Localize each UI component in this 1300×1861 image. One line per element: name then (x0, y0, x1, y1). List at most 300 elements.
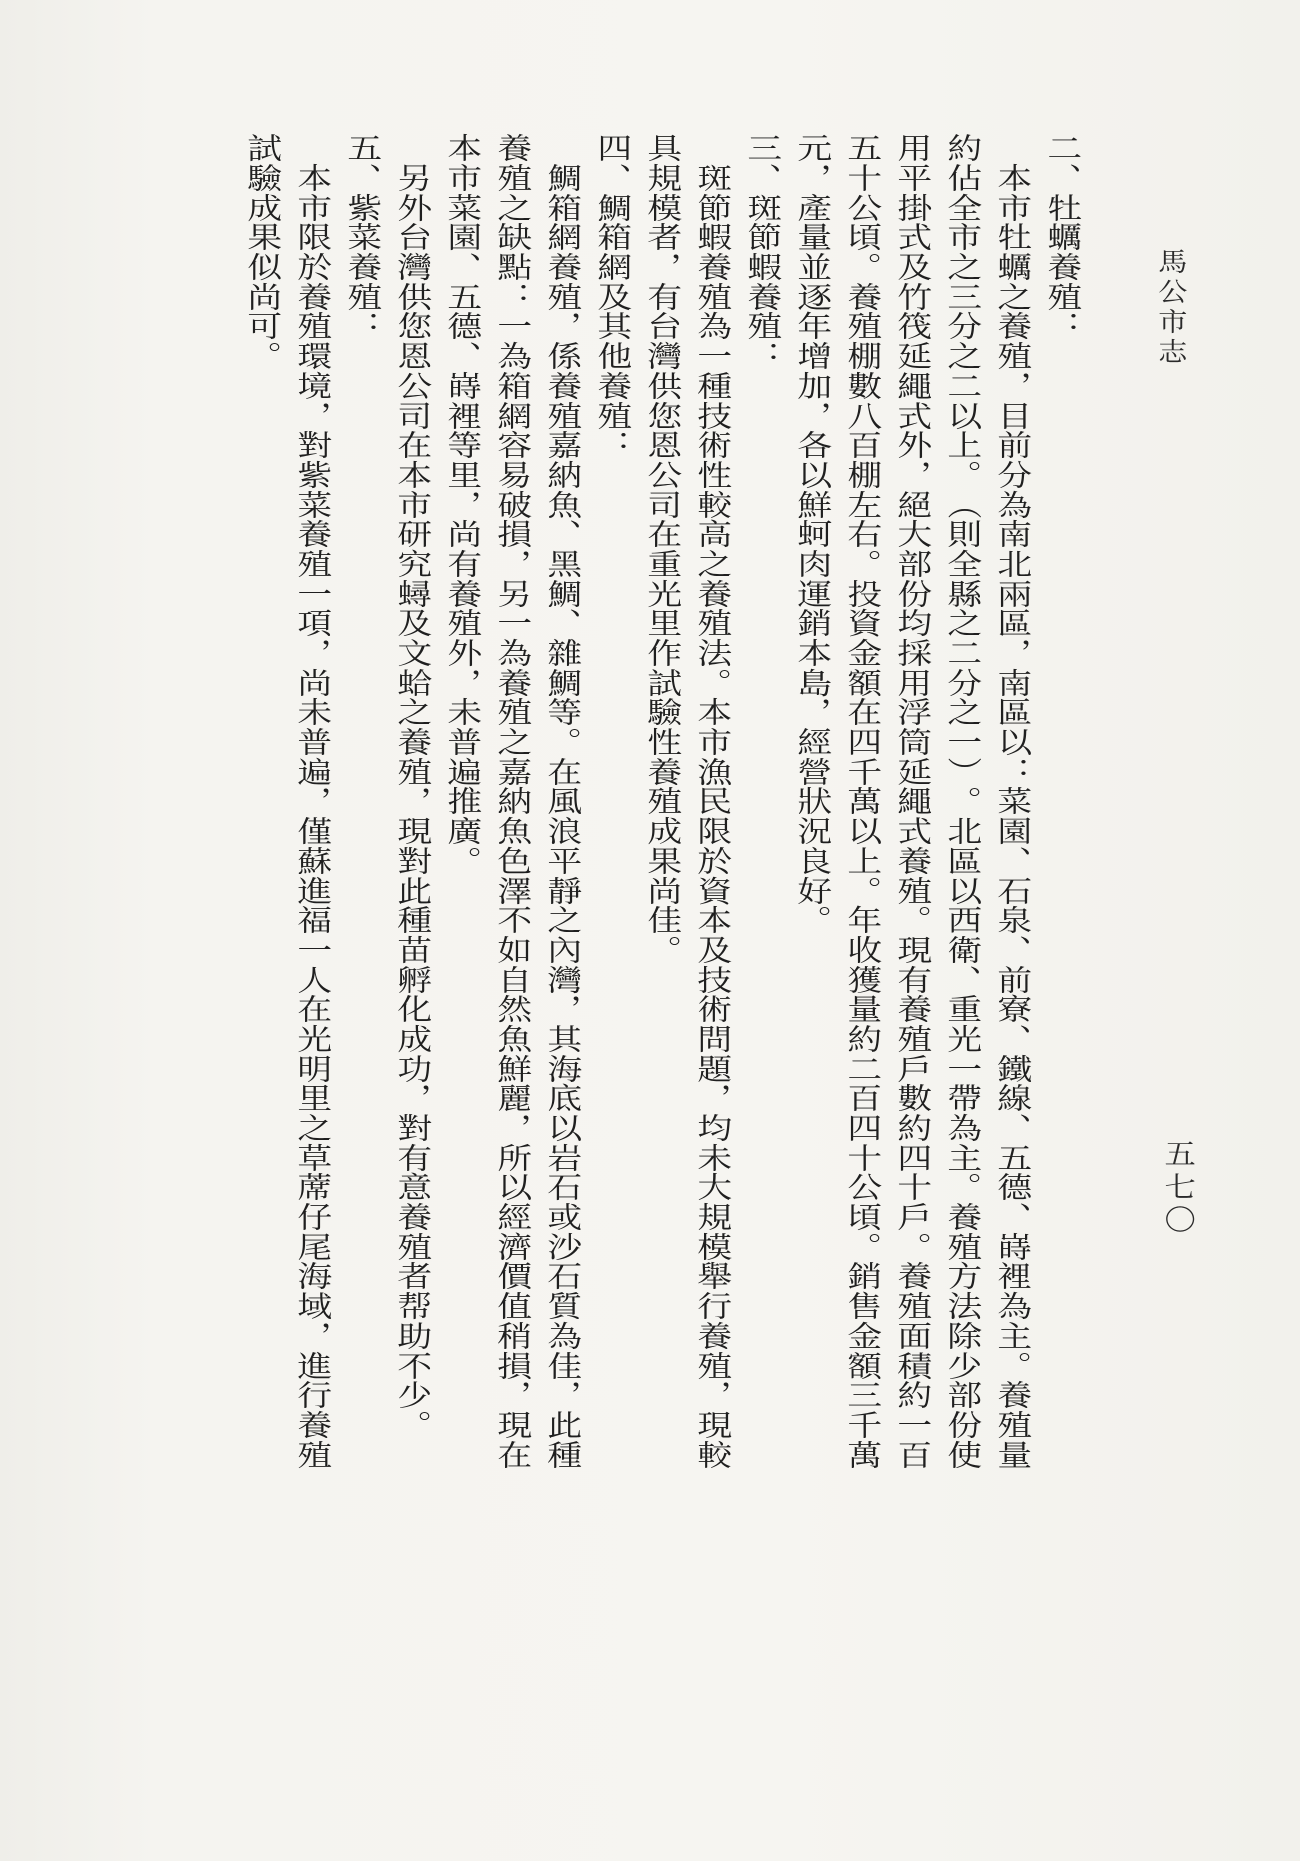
character-cell: 損 (492, 1350, 534, 1380)
character-cell: 年 (842, 905, 884, 935)
character-cell: 區 (992, 608, 1034, 638)
character-cell: 蓆 (292, 1172, 334, 1202)
character-cell: ， (692, 1083, 734, 1113)
character-cell: 。 (942, 459, 984, 489)
character-cell: 以 (492, 1172, 534, 1202)
character-cell: 未 (692, 1142, 734, 1172)
character-cell: 市 (1153, 308, 1187, 334)
character-cell: 竹 (892, 281, 934, 311)
character-cell: 孵 (392, 964, 434, 994)
character-cell: 殖 (692, 281, 734, 311)
character-cell: 各 (792, 430, 834, 460)
character-cell: 現 (492, 1409, 534, 1439)
character-cell: 灣 (392, 252, 434, 282)
character-cell: 紫 (342, 192, 384, 222)
character-cell: 推 (442, 786, 484, 816)
character-cell: 量 (792, 222, 834, 252)
character-cell: 草 (292, 1142, 334, 1172)
character-cell: 菜 (992, 786, 1034, 816)
character-cell: 澤 (492, 875, 534, 905)
character-cell: 之 (292, 1113, 334, 1143)
character-cell: ： (492, 281, 534, 311)
character-cell: 。 (242, 341, 284, 371)
character-cell: 左 (842, 489, 884, 519)
character-cell: 殖 (492, 697, 534, 727)
character-cell: 頃 (842, 1202, 884, 1232)
character-cell: 少 (942, 1350, 984, 1380)
character-cell: 未 (442, 697, 484, 727)
character-cell: 養 (392, 1202, 434, 1232)
character-cell: 一 (942, 1053, 984, 1083)
character-cell: 、 (992, 1113, 1034, 1143)
character-cell: ， (642, 252, 684, 282)
paragraph-line (543, 163, 583, 1469)
character-cell: 有 (392, 1142, 434, 1172)
character-cell: ， (792, 400, 834, 430)
character-cell: 式 (892, 222, 934, 252)
character-cell: 本 (992, 163, 1034, 193)
character-cell: 之 (392, 697, 434, 727)
character-cell: 嵵 (442, 370, 484, 400)
character-cell: 之 (942, 697, 984, 727)
character-cell: ， (542, 994, 584, 1024)
character-cell: 額 (842, 1350, 884, 1380)
character-cell: 養 (1042, 252, 1084, 282)
character-cell: 三 (942, 281, 984, 311)
character-cell: 驗 (642, 697, 684, 727)
character-cell: 、 (442, 341, 484, 371)
section-heading (593, 133, 633, 460)
character-cell: 養 (642, 756, 684, 786)
character-cell: 二 (842, 1053, 884, 1083)
character-cell: 於 (692, 845, 734, 875)
character-cell: 海 (542, 1053, 584, 1083)
character-cell: 民 (692, 786, 734, 816)
character-cell: 目 (992, 400, 1034, 430)
character-cell: 菜 (442, 192, 484, 222)
character-cell: 園 (442, 222, 484, 252)
character-cell: 尚 (242, 281, 284, 311)
character-cell: ， (992, 370, 1034, 400)
character-cell: 里 (642, 608, 684, 638)
character-cell: 養 (442, 578, 484, 608)
character-cell: 助 (392, 1320, 434, 1350)
character-cell: 平 (542, 845, 584, 875)
character-cell: 獲 (842, 964, 884, 994)
character-cell: ， (492, 1380, 534, 1410)
character-cell: 十 (842, 163, 884, 193)
character-cell: 在 (492, 1439, 534, 1469)
character-cell: 裡 (442, 400, 484, 430)
character-cell: 一 (492, 608, 534, 638)
character-cell: 。 (942, 786, 984, 816)
character-cell: 石 (992, 875, 1034, 905)
character-cell: 頃 (842, 222, 884, 252)
character-cell: 島 (792, 667, 834, 697)
character-cell: 技 (692, 964, 734, 994)
character-cell: 銷 (792, 608, 834, 638)
character-cell: 可 (242, 311, 284, 341)
character-cell: 鯛 (592, 192, 634, 222)
character-cell: 在 (542, 756, 584, 786)
character-cell: 園 (992, 816, 1034, 846)
character-cell: 具 (642, 133, 684, 163)
character-cell: ， (292, 786, 334, 816)
character-cell: 光 (642, 578, 684, 608)
character-cell: 底 (542, 1083, 584, 1113)
character-cell: 色 (492, 845, 534, 875)
character-cell: 為 (542, 1320, 584, 1350)
character-cell: 普 (292, 727, 334, 757)
character-cell: 、 (942, 964, 984, 994)
character-cell: 養 (942, 1202, 984, 1232)
character-cell: 養 (292, 1409, 334, 1439)
character-cell: 殖 (942, 1231, 984, 1261)
character-cell: 殖 (542, 400, 584, 430)
character-cell: 養 (492, 133, 534, 163)
character-cell: 及 (692, 934, 734, 964)
character-cell: 如 (492, 934, 534, 964)
character-cell: 收 (842, 934, 884, 964)
character-cell: ， (492, 1113, 534, 1143)
character-cell: 行 (292, 1380, 334, 1410)
character-cell: 節 (692, 192, 734, 222)
character-cell: 為 (992, 489, 1034, 519)
character-cell: 份 (892, 578, 934, 608)
character-cell: 養 (492, 667, 534, 697)
character-cell: 市 (292, 192, 334, 222)
character-cell: 他 (592, 341, 634, 371)
character-cell: 以 (792, 459, 834, 489)
character-cell: 上 (842, 845, 884, 875)
character-cell: 四 (842, 1113, 884, 1143)
character-cell: 泉 (992, 905, 1034, 935)
character-cell: 。 (842, 252, 884, 282)
character-cell: 絕 (892, 489, 934, 519)
character-cell: 養 (742, 281, 784, 311)
character-cell: 有 (642, 281, 684, 311)
character-cell: 稍 (492, 1320, 534, 1350)
character-cell: 等 (542, 697, 584, 727)
character-cell: ， (442, 667, 484, 697)
character-cell: 。 (692, 667, 734, 697)
character-cell: 前 (992, 964, 1034, 994)
character-cell: 售 (842, 1291, 884, 1321)
character-cell: 不 (492, 905, 534, 935)
character-cell: 一 (892, 1409, 934, 1439)
character-cell: 殖 (892, 1291, 934, 1321)
character-cell: ， (692, 1380, 734, 1410)
character-cell: 。 (842, 1231, 884, 1261)
character-cell: 養 (692, 578, 734, 608)
character-cell: 、 (992, 1023, 1034, 1053)
character-cell: 技 (692, 400, 734, 430)
character-cell: 供 (392, 281, 434, 311)
character-cell: 或 (542, 1202, 584, 1232)
character-cell: ： (1042, 311, 1084, 341)
character-cell: 意 (392, 1172, 434, 1202)
character-cell: ， (442, 489, 484, 519)
character-cell: 量 (992, 1439, 1034, 1469)
character-cell: 逐 (792, 281, 834, 311)
character-cell: 裡 (992, 1261, 1034, 1291)
character-cell: 本 (442, 133, 484, 163)
character-cell: 蝦 (692, 222, 734, 252)
character-cell: 其 (592, 311, 634, 341)
character-cell: 種 (692, 370, 734, 400)
character-cell: 及 (592, 281, 634, 311)
character-cell: 殖 (692, 608, 734, 638)
character-cell: 海 (292, 1261, 334, 1291)
character-cell: 風 (542, 786, 584, 816)
character-cell: 性 (642, 727, 684, 757)
character-cell: 均 (892, 608, 934, 638)
character-cell: 靜 (542, 875, 584, 905)
character-cell: 蠣 (1042, 222, 1084, 252)
character-cell: 司 (642, 489, 684, 519)
character-cell: 四 (842, 727, 884, 757)
character-cell: 區 (992, 697, 1034, 727)
character-cell: 及 (892, 252, 934, 282)
character-cell: 自 (492, 964, 534, 994)
character-cell: 〇 (1160, 1204, 1198, 1233)
character-cell: 模 (692, 1231, 734, 1261)
character-cell: 全 (942, 192, 984, 222)
character-cell: 殖 (442, 608, 484, 638)
character-cell: 約 (842, 1023, 884, 1053)
character-cell: 浮 (892, 697, 934, 727)
character-cell: 麗 (492, 1083, 534, 1113)
character-cell: 平 (892, 163, 934, 193)
character-cell: 十 (892, 1172, 934, 1202)
character-cell: 佳 (642, 905, 684, 935)
character-cell: 尚 (292, 667, 334, 697)
character-cell: 數 (892, 1083, 934, 1113)
character-cell: 延 (892, 756, 934, 786)
character-cell: 寮 (992, 994, 1034, 1024)
character-cell: 殖 (892, 875, 934, 905)
character-cell: 以 (942, 875, 984, 905)
character-cell: 項 (292, 608, 334, 638)
character-cell: 萬 (842, 1439, 884, 1469)
character-cell: ， (992, 638, 1034, 668)
character-cell: 主 (992, 1320, 1034, 1350)
character-cell: 公 (842, 1172, 884, 1202)
character-cell: 一 (692, 341, 734, 371)
character-cell: 縣 (942, 578, 984, 608)
character-cell: 高 (692, 519, 734, 549)
character-cell: 在 (292, 994, 334, 1024)
character-cell: 公 (842, 192, 884, 222)
character-cell: ， (492, 548, 534, 578)
character-cell: 況 (792, 816, 834, 846)
character-cell: 三 (742, 133, 784, 163)
character-cell: 帮 (392, 1291, 434, 1321)
character-cell: 、 (1042, 163, 1084, 193)
character-cell: 二 (1042, 133, 1084, 163)
character-cell: 二 (942, 638, 984, 668)
character-cell: 分 (942, 667, 984, 697)
character-cell: 蝦 (742, 252, 784, 282)
character-cell: 現 (692, 1409, 734, 1439)
character-cell: 戶 (892, 1053, 934, 1083)
character-cell: ： (592, 430, 634, 460)
character-cell: 箱 (542, 192, 584, 222)
character-cell: 值 (492, 1291, 534, 1321)
character-cell: 石 (542, 1261, 584, 1291)
character-cell: 養 (592, 370, 634, 400)
character-cell: 運 (792, 578, 834, 608)
character-cell: 面 (892, 1320, 934, 1350)
character-cell: 。 (642, 934, 684, 964)
character-cell: 三 (842, 1380, 884, 1410)
character-cell: 箱 (592, 222, 634, 252)
character-cell: 式 (892, 400, 934, 430)
character-cell: 之 (942, 252, 984, 282)
character-cell: 百 (842, 1083, 884, 1113)
character-cell: 用 (892, 133, 934, 163)
character-cell: 產 (792, 192, 834, 222)
paragraph-line (243, 133, 283, 371)
character-cell: 養 (342, 252, 384, 282)
character-cell: 千 (842, 756, 884, 786)
character-cell: 鐵 (992, 1053, 1034, 1083)
paragraph-line (443, 133, 483, 875)
paragraph-line (693, 163, 733, 1469)
section-heading (343, 133, 383, 341)
character-cell: 驗 (242, 163, 284, 193)
character-cell: 您 (392, 311, 434, 341)
character-cell: 於 (292, 252, 334, 282)
character-cell: 本 (392, 459, 434, 489)
character-cell: 蚵 (792, 519, 834, 549)
character-cell: 主 (942, 1142, 984, 1172)
character-cell: 約 (892, 1380, 934, 1410)
character-cell: 之 (492, 727, 534, 757)
character-cell: 五 (1160, 1138, 1198, 1167)
character-cell: 好 (792, 875, 834, 905)
paragraph-line (643, 133, 683, 964)
character-cell: 養 (392, 727, 434, 757)
character-cell: 僅 (292, 816, 334, 846)
character-cell: 文 (392, 638, 434, 668)
character-cell: 似 (242, 252, 284, 282)
character-cell: 五 (342, 133, 384, 163)
character-cell: 仔 (292, 1202, 334, 1232)
character-cell: 嘉 (542, 430, 584, 460)
character-cell: 市 (942, 222, 984, 252)
character-cell: 本 (692, 905, 734, 935)
character-cell: 殖 (642, 786, 684, 816)
section-heading (743, 133, 783, 371)
character-cell: 千 (842, 1409, 884, 1439)
character-cell: 斑 (692, 163, 734, 193)
character-cell: 投 (842, 578, 884, 608)
character-cell: 以 (942, 400, 984, 430)
character-cell: 內 (542, 934, 584, 964)
character-cell: 外 (392, 192, 434, 222)
character-cell: 較 (692, 1439, 734, 1469)
character-cell: 損 (492, 519, 534, 549)
character-cell: 供 (642, 370, 684, 400)
character-cell: 鮮 (492, 1053, 534, 1083)
character-cell: 線 (992, 1083, 1034, 1113)
character-cell: 德 (992, 1172, 1034, 1202)
character-cell: 域 (292, 1291, 334, 1321)
character-cell: 金 (842, 638, 884, 668)
character-cell: 進 (292, 875, 334, 905)
character-cell: 牡 (1042, 192, 1084, 222)
character-cell: 。 (542, 727, 584, 757)
character-cell: 約 (942, 133, 984, 163)
character-cell: 繩 (892, 786, 934, 816)
character-cell: 破 (492, 489, 534, 519)
character-cell: 殖 (292, 311, 334, 341)
character-cell: 殖 (892, 1023, 934, 1053)
paragraph-line (793, 133, 833, 935)
character-cell: 鯛 (542, 163, 584, 193)
character-cell: 種 (542, 1439, 584, 1469)
character-cell: ， (892, 459, 934, 489)
character-cell: 志 (1153, 338, 1187, 364)
character-cell: 濟 (492, 1231, 534, 1261)
character-cell: 恩 (642, 430, 684, 460)
character-cell: 術 (692, 994, 734, 1024)
character-cell: 漁 (692, 756, 734, 786)
character-cell: 兩 (992, 578, 1034, 608)
character-cell: 里 (292, 1083, 334, 1113)
character-cell: 養 (292, 519, 334, 549)
character-cell: 四 (892, 1142, 934, 1172)
character-cell: 限 (292, 222, 334, 252)
character-cell: 區 (942, 845, 984, 875)
character-cell: 市 (392, 489, 434, 519)
character-cell: 節 (742, 222, 784, 252)
character-cell: 網 (592, 252, 634, 282)
character-cell: 。 (442, 845, 484, 875)
character-cell: 灣 (642, 341, 684, 371)
character-cell: 鯛 (542, 667, 584, 697)
character-cell: 質 (542, 1291, 584, 1321)
character-cell: 岩 (542, 1142, 584, 1172)
character-cell: 。 (992, 1350, 1034, 1380)
character-cell: 萬 (842, 786, 884, 816)
character-cell: 北 (992, 548, 1034, 578)
character-cell: 銷 (842, 1261, 884, 1291)
character-cell: 功 (392, 1053, 434, 1083)
character-cell: 易 (492, 459, 534, 489)
character-cell: 網 (542, 222, 584, 252)
character-cell: 佳 (542, 1350, 584, 1380)
character-cell: 規 (692, 1202, 734, 1232)
character-cell: 量 (842, 994, 884, 1024)
character-cell: 、 (342, 163, 384, 193)
character-cell: 光 (292, 1023, 334, 1053)
character-cell: 研 (392, 519, 434, 549)
character-cell: 大 (692, 1172, 734, 1202)
character-cell: 金 (842, 1320, 884, 1350)
character-cell: 容 (492, 430, 534, 460)
character-cell: 價 (492, 1261, 534, 1291)
character-cell: 、 (442, 252, 484, 282)
character-cell: 使 (942, 1439, 984, 1469)
character-cell: 殖 (392, 1231, 434, 1261)
character-cell: 菜 (342, 222, 384, 252)
paragraph-line (993, 163, 1033, 1469)
character-cell: 箱 (492, 370, 534, 400)
character-cell: 嘉 (492, 756, 534, 786)
character-cell: 果 (642, 845, 684, 875)
